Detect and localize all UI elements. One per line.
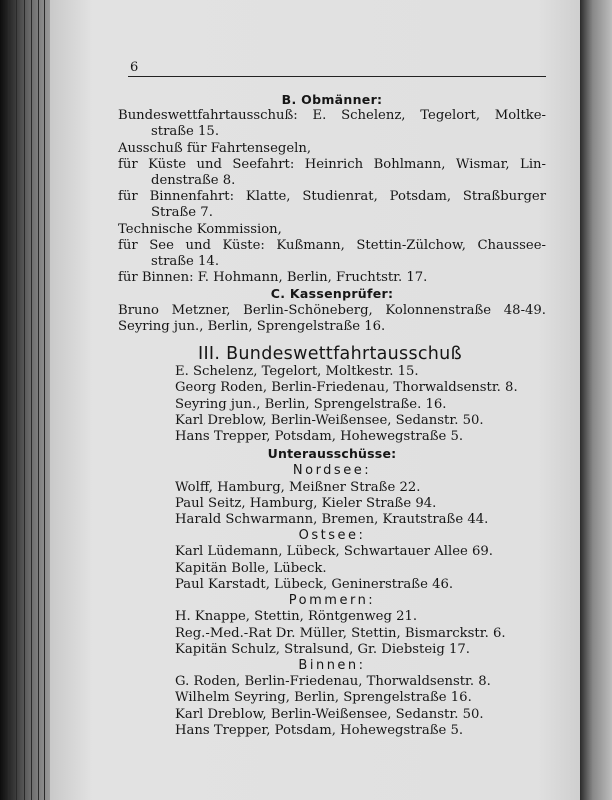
region-member: G. Roden, Berlin-Friedenau, Thorwaldsenstr. 8. <box>175 674 491 690</box>
text-line: Bruno Metzner, Berlin-Schöneberg, Kolonnenstraße 48-49. <box>118 302 546 318</box>
committee-member: Karl Dreblow, Berlin-Weißensee, Sedanstr. 50. <box>175 412 484 428</box>
text-line: Ausschuß für Fahrtensegeln, <box>118 140 312 156</box>
committee-members <box>118 364 546 445</box>
subcommittees-heading: Unterausschüsse: <box>267 446 397 462</box>
region-member: Paul Seitz, Hamburg, Kieler Straße 94. <box>175 495 437 511</box>
region-members <box>118 609 546 658</box>
committee-member: Hans Trepper, Potsdam, Hohewegstraße 5. <box>175 429 464 445</box>
region-heading: Binnen: <box>298 657 366 673</box>
region-member: H. Knappe, Stettin, Röntgenweg 21. <box>175 609 418 625</box>
text-line: Technische Kommission, <box>118 221 282 237</box>
region-member: Hans Trepper, Potsdam, Hohewegstraße 5. <box>175 722 464 738</box>
text-line: für Küste und Seefahrt: Heinrich Bohlmann, Wismar, Lin- <box>118 156 546 172</box>
region-member: Karl Lüdemann, Lübeck, Schwartauer Allee 69. <box>175 544 493 560</box>
region-member: Harald Schwarmann, Bremen, Krautstraße 44. <box>175 512 489 528</box>
region-heading: Pommern: <box>288 593 376 609</box>
region-heading: Ostsee: <box>298 528 366 544</box>
page-number: 6 <box>130 60 139 75</box>
book-binding-left <box>0 0 50 800</box>
text-body <box>118 92 546 739</box>
obmaenner-list <box>118 108 546 286</box>
committee-member: Georg Roden, Berlin-Friedenau, Thorwaldsenstr. 8. <box>175 380 518 396</box>
text-line: straße 15. <box>151 124 220 140</box>
region-member: Reg.-Med.-Rat Dr. Müller, Stettin, Bismarckstr. 6. <box>175 625 506 641</box>
region-heading: Nordsee: <box>292 463 372 479</box>
region-member: Wilhelm Seyring, Berlin, Sprengelstraße 16. <box>175 690 472 706</box>
text-line: Straße 7. <box>151 205 213 221</box>
book-binding-right <box>580 0 612 800</box>
text-line: für Binnen: F. Hohmann, Berlin, Fruchtstr. 17. <box>118 270 428 286</box>
region-member: Paul Karstadt, Lübeck, Geninerstraße 46. <box>175 576 454 592</box>
subcommittee-regions <box>118 463 546 738</box>
region-member: Karl Dreblow, Berlin-Weißensee, Sedanstr. 50. <box>175 706 484 722</box>
region-members <box>118 544 546 593</box>
text-line: straße 14. <box>151 254 220 270</box>
text-line: denstraße 8. <box>151 173 236 189</box>
region-members <box>118 480 546 529</box>
committee-heading: III. Bundeswettfahrtausschuß <box>198 344 462 365</box>
text-line: für See und Küste: Kußmann, Stettin-Zülchow, Chaussee- <box>118 237 546 253</box>
committee-member: Seyring jun., Berlin, Sprengelstraße. 16. <box>175 396 447 412</box>
kassenpruefer-list <box>118 303 546 335</box>
region-member: Kapitän Bolle, Lübeck. <box>175 560 327 576</box>
header-rule <box>128 76 546 77</box>
section-heading-kassenpruefer: C. Kassenprüfer: <box>270 286 394 302</box>
text-line: Seyring jun., Berlin, Sprengelstraße 16. <box>118 318 386 334</box>
text-line: für Binnenfahrt: Klatte, Studienrat, Potsdam, Straßburger <box>118 189 546 205</box>
text-line: Bundeswettfahrtausschuß: E. Schelenz, Tegelort, Moltke- <box>118 108 546 124</box>
section-heading-obmaenner: B. Obmänner: <box>281 92 383 107</box>
region-member: Wolff, Hamburg, Meißner Straße 22. <box>175 479 421 495</box>
region-member: Kapitän Schulz, Stralsund, Gr. Diebsteig 17. <box>175 641 470 657</box>
committee-member: E. Schelenz, Tegelort, Moltkestr. 15. <box>175 364 419 380</box>
region-members <box>118 674 546 739</box>
